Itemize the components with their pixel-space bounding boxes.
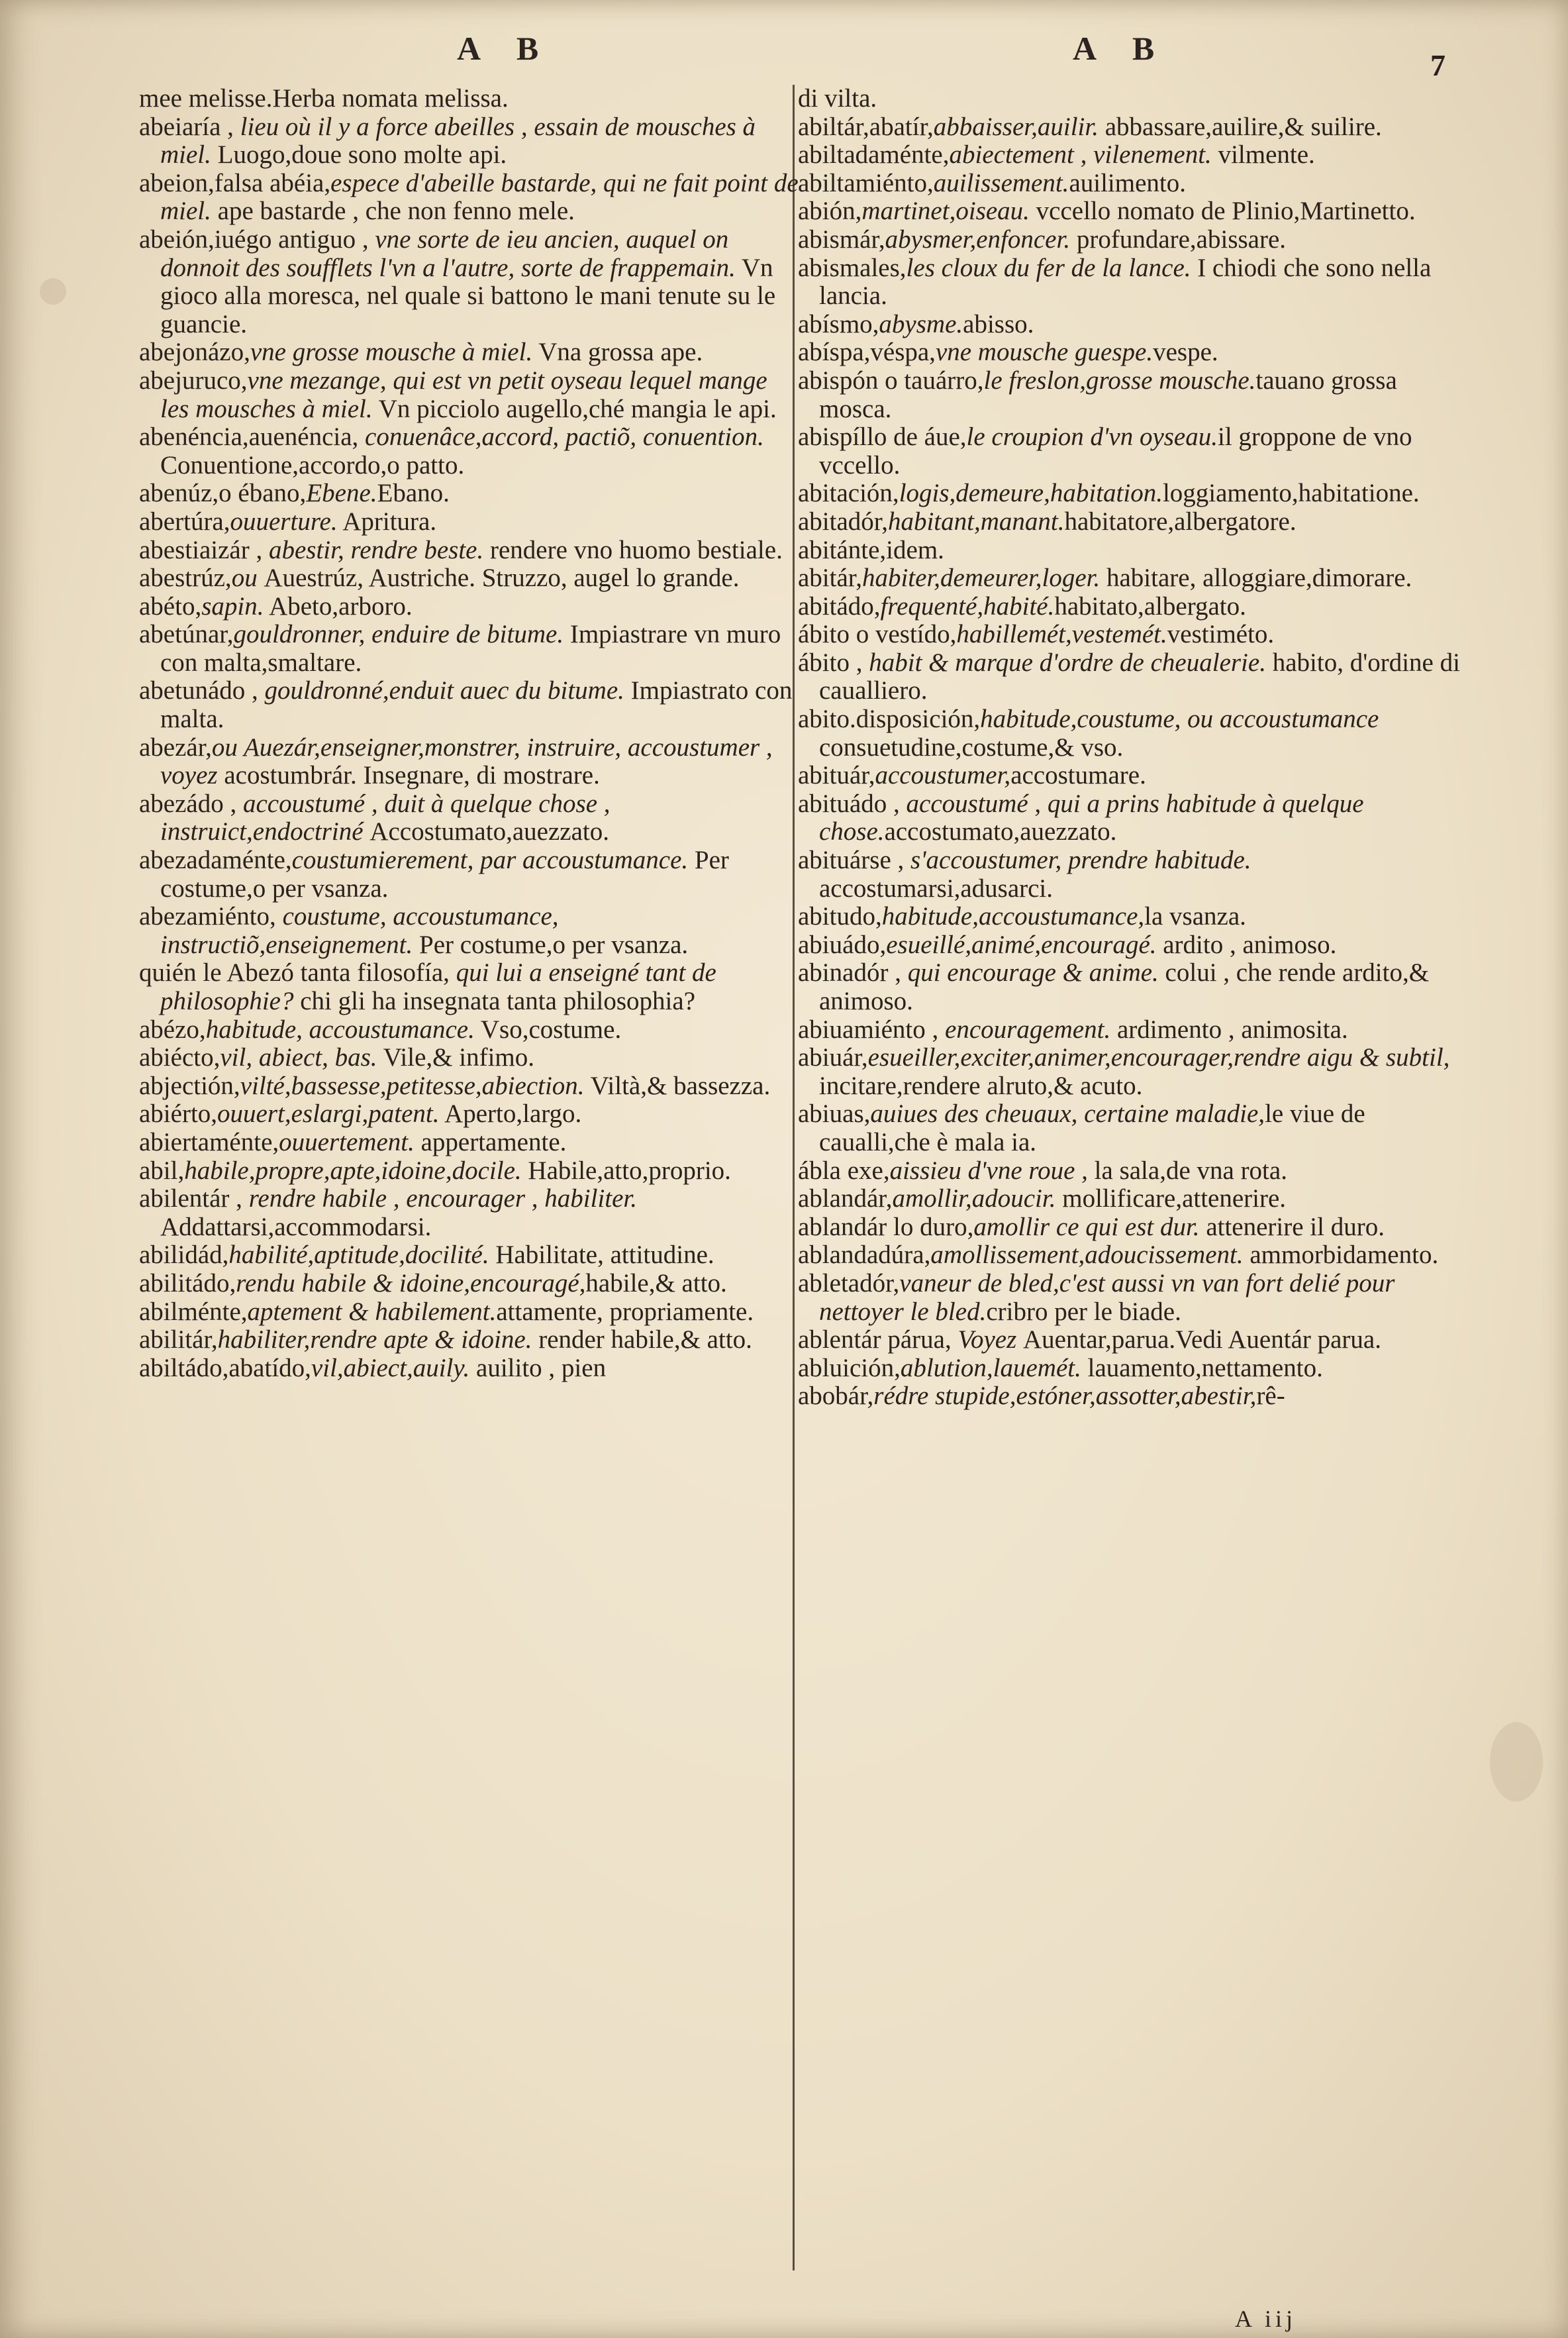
entry-italian-gloss: ammorbidamento.: [1243, 1241, 1439, 1270]
entry-italian-gloss: mollificare,attenerire.: [1055, 1184, 1287, 1213]
entry-french-gloss: vilté,bassesse,petitesse,abiection.: [240, 1071, 585, 1100]
entry-headword: abilentár ,: [139, 1184, 249, 1213]
entry-italian-gloss: colui , che rende ardito,& animoso.: [819, 958, 1430, 1015]
dictionary-entry: [139, 1129, 801, 1157]
entry-italian-gloss: la vsanza.: [1144, 902, 1246, 931]
dictionary-entry: [139, 564, 801, 593]
entry-headword: abituárse ,: [798, 846, 911, 875]
entry-headword: abiltádo,abatído,: [139, 1353, 311, 1382]
entry-french-gloss: conuenâce,accord, pactiõ, conuention.: [365, 423, 764, 452]
dictionary-entry: [139, 226, 801, 338]
entry-headword: abjectión,: [139, 1071, 240, 1100]
dictionary-entry: [798, 903, 1460, 931]
entry-headword: abíspa,véspa,: [798, 338, 936, 367]
entry-headword: abestrúz,: [139, 564, 232, 593]
entry-headword: abejonázo,: [139, 338, 250, 367]
entry-headword: abestiaizár ,: [139, 535, 269, 564]
entry-italian-gloss: habitare, alloggiare,dimorare.: [1100, 564, 1412, 593]
entry-italian-gloss: vilmente.: [1211, 140, 1315, 170]
left-column: [139, 85, 801, 1382]
dictionary-entry: [139, 1157, 801, 1186]
dictionary-entry: [798, 1382, 1460, 1411]
dictionary-entry: [139, 593, 801, 621]
entry-french-gloss: rendu habile & idoine,encouragé,: [236, 1268, 586, 1297]
dictionary-entry: [798, 338, 1460, 367]
entry-headword: abilitádo,: [139, 1268, 236, 1297]
entry-headword: abetúnar,: [139, 620, 234, 649]
dictionary-entry: [139, 790, 801, 846]
entry-french-gloss: ou Auezár,enseigner,monstrer, instruire, accoustumer , voyez: [160, 733, 773, 790]
dictionary-entry: [798, 649, 1460, 705]
dictionary-entry: [139, 113, 801, 170]
dictionary-entry: [798, 1100, 1460, 1156]
entry-french-gloss: habilité,aptitude,docilité.: [228, 1241, 489, 1270]
entry-italian-gloss: Vna grossa ape.: [532, 338, 703, 367]
entry-french-gloss: abestir, rendre beste.: [268, 535, 484, 564]
entry-italian-gloss: accostumato,auezzato.: [884, 817, 1117, 846]
entry-italian-gloss: accostumare.: [1010, 761, 1146, 790]
entry-headword: abertúra,: [139, 507, 230, 536]
dictionary-entry: [798, 1185, 1460, 1213]
entry-french-gloss: habiliter,rendre apte & idoine.: [217, 1325, 532, 1354]
entry-headword: abenúz,o ébano,: [139, 479, 307, 508]
right-column: [798, 85, 1460, 1411]
entry-headword: abilitár,: [139, 1325, 218, 1354]
entry-italian-gloss: abbassare,auilire,& suilire.: [1099, 112, 1382, 141]
entry-italian-gloss: il groppone de vno vccello.: [819, 423, 1412, 480]
dictionary-entry: [798, 311, 1460, 339]
dictionary-entry: [798, 113, 1460, 142]
entry-italian-gloss: Luogo,doue sono molte api.: [211, 140, 507, 170]
entry-headword: abenéncia,auenéncia,: [139, 423, 366, 452]
entry-french-gloss: amollir,adoucir.: [892, 1184, 1056, 1213]
entry-headword: abiltadaménte,: [798, 140, 950, 170]
dictionary-entry: [798, 1016, 1460, 1044]
entry-italian-gloss: attenerire il duro.: [1199, 1212, 1385, 1241]
dictionary-entry: [139, 423, 801, 480]
entry-italian-gloss: Auestrúz, Austriche. Struzzo, augel lo grande.: [264, 564, 740, 593]
entry-headword: ablentár párua,: [798, 1325, 958, 1354]
entry-french-gloss: amollissement,adoucissement.: [930, 1241, 1244, 1270]
entry-french-gloss: habitude,coustume, ou accoustumance: [980, 705, 1379, 734]
entry-headword: abión,: [798, 197, 862, 226]
entry-french-gloss: ouuert,eslargi,patent.: [217, 1099, 440, 1129]
entry-italian-gloss: Viltà,& bassezza.: [584, 1071, 771, 1100]
entry-headword: abiérto,: [139, 1099, 218, 1129]
page-number: 7: [1430, 48, 1446, 82]
dictionary-entry: [798, 705, 1460, 762]
entry-french-gloss: qui lui a enseigné tant de philosophie?: [160, 958, 716, 1015]
dictionary-entry: [139, 1016, 801, 1044]
entry-headword: quién le Abezó tanta filosofía,: [139, 958, 456, 988]
entry-italian-gloss: Vso,costume.: [474, 1015, 622, 1044]
entry-headword: ábla exe,: [798, 1156, 890, 1185]
entry-french-gloss: accoustumé , duit à quelque chose , instruict,endoctriné: [160, 789, 611, 846]
entry-french-gloss: encouragement.: [945, 1015, 1111, 1044]
dictionary-entry: [798, 226, 1460, 254]
entry-italian-gloss: habile,& atto.: [585, 1268, 727, 1297]
entry-french-gloss: abysme.: [879, 309, 963, 338]
entry-italian-gloss: Accostumato,auezzato.: [369, 817, 609, 846]
entry-french-gloss: auiues des cheuaux, certaine maladie,: [870, 1099, 1265, 1129]
entry-french-gloss: esueillé,animé,encouragé.: [886, 930, 1157, 959]
entry-french-gloss: le croupion d'vn oyseau.: [966, 423, 1218, 452]
dictionary-entry: [139, 85, 801, 113]
entry-headword: abitudo,: [798, 902, 882, 931]
entry-french-gloss: amollir ce qui est dur.: [973, 1212, 1200, 1241]
dictionary-entry: [139, 480, 801, 508]
entry-headword: abejuruco,: [139, 366, 248, 395]
entry-italian-gloss: tauano grossa mosca.: [819, 366, 1397, 423]
entry-french-gloss: abysmer,enfoncer.: [885, 225, 1071, 254]
entry-headword: abéto,: [139, 591, 202, 621]
entry-french-gloss: habitant,manant.: [887, 507, 1065, 536]
entry-headword: abeión,iuégo antiguo ,: [139, 225, 375, 254]
entry-french-gloss: gouldronner, enduire de bitume.: [233, 620, 564, 649]
dictionary-entry: [798, 480, 1460, 508]
entry-italian-gloss: Impiastrato con malta.: [160, 676, 793, 734]
entry-french-gloss: habitude,accoustumance,: [881, 902, 1145, 931]
entry-french-gloss: ou: [231, 564, 264, 593]
entry-french-gloss: rédre stupide,estóner,assotter,abestir,: [873, 1382, 1257, 1411]
entry-headword: abiuádo,: [798, 930, 887, 959]
entry-italian-gloss: consuetudine,costume,& vso.: [819, 733, 1124, 762]
entry-french-gloss: les cloux du fer de la lance.: [906, 253, 1191, 282]
dictionary-entry: [139, 1185, 801, 1241]
dictionary-entry: [798, 959, 1460, 1015]
entry-french-gloss: coustume, accoustumance, instructiõ,enseignement.: [160, 902, 559, 959]
entry-french-gloss: ablution,lauemét.: [900, 1353, 1081, 1382]
entry-italian-gloss: appertamente.: [414, 1127, 567, 1156]
signature-mark: A iij: [1235, 2306, 1297, 2332]
entry-headword: abilidád,: [139, 1241, 229, 1270]
entry-french-gloss: aissieu d'vne roue ,: [889, 1156, 1088, 1185]
dictionary-entry: [139, 1270, 801, 1298]
entry-french-gloss: accoustumé , qui a prins habitude à quelque chose.: [819, 789, 1364, 846]
entry-italian-gloss: cribro per le biade.: [986, 1297, 1181, 1326]
entry-italian-gloss: I chiodi che sono nella lancia.: [819, 253, 1432, 311]
entry-italian-gloss: Aperto,largo.: [439, 1099, 582, 1129]
entry-french-gloss: Ebene.: [306, 479, 377, 508]
entry-headword: abituár,: [798, 761, 875, 790]
entry-headword: abilménte,: [139, 1297, 248, 1326]
entry-italian-gloss: vestiméto.: [1167, 620, 1275, 649]
entry-headword: abiertaménte,: [139, 1127, 279, 1156]
dictionary-entry: [139, 734, 801, 790]
entry-italian-gloss: habito, d'ordine di caualliero.: [819, 648, 1460, 705]
entry-headword: abil,: [139, 1156, 185, 1185]
entry-headword: abezádo ,: [139, 789, 243, 818]
dictionary-entry: [139, 367, 801, 423]
entry-italian-gloss: le viue de caualli,che è mala ia.: [819, 1099, 1365, 1156]
entry-italian-gloss: habitatore,albergatore.: [1064, 507, 1297, 536]
entry-headword: abiuas,: [798, 1099, 871, 1129]
dictionary-entry: [139, 1100, 801, 1129]
entry-french-gloss: vne grosse mousche à miel.: [250, 338, 533, 367]
entry-italian-gloss: Vile,& infimo.: [377, 1043, 534, 1072]
entry-french-gloss: habile,propre,apte,idoine,docile.: [184, 1156, 522, 1185]
entry-italian-gloss: la sala,de vna rota.: [1087, 1156, 1287, 1185]
entry-italian-gloss: Per costume,o per vsanza.: [160, 846, 729, 903]
entry-italian-gloss: incitare,rendere alruto,& acuto.: [819, 1071, 1143, 1100]
dictionary-entry: [798, 931, 1460, 960]
entry-italian-gloss: attamente, propriamente.: [496, 1297, 754, 1326]
dictionary-entry: [798, 254, 1460, 311]
dictionary-entry: [139, 621, 801, 677]
entry-headword: abitár,: [798, 564, 862, 593]
entry-italian-gloss: auilito , pien: [469, 1353, 607, 1382]
dictionary-entry: [798, 1354, 1460, 1383]
entry-french-gloss: vil,abiect,auily.: [311, 1353, 470, 1382]
dictionary-entry: [798, 846, 1460, 903]
entry-french-gloss: qui encourage & anime.: [907, 958, 1159, 988]
entry-italian-gloss: Vn gioco alla moresca, nel quale si battono le mani tenute su le guancie.: [160, 253, 776, 338]
dictionary-entry: [798, 1157, 1460, 1186]
entry-headword: abitadór,: [798, 507, 888, 536]
dictionary-entry: [139, 846, 801, 903]
dictionary-entry: [798, 170, 1460, 198]
entry-french-gloss: habillemét,vestemét.: [956, 620, 1167, 649]
dictionary-entry: [139, 338, 801, 367]
entry-french-gloss: rendre habile , encourager , habiliter.: [248, 1184, 638, 1213]
entry-french-gloss: frequenté,habité.: [880, 591, 1055, 621]
entry-italian-gloss: ape bastarde , che non fenno mele.: [211, 197, 575, 226]
entry-italian-gloss: Apritura.: [337, 507, 437, 536]
entry-french-gloss: vne sorte de ieu ancien, auquel on donnoit des soufflets l'vn a l'autre, sorte de frappemain.: [160, 225, 736, 282]
dictionary-entry: [139, 1241, 801, 1270]
entry-headword: ábito o vestído,: [798, 620, 957, 649]
entry-headword: abezadaménte,: [139, 846, 292, 875]
entry-headword: abismales,: [798, 253, 906, 282]
entry-italian-gloss: rê-: [1256, 1382, 1285, 1411]
entry-french-gloss: ouuerture.: [230, 507, 338, 536]
entry-headword: abetunádo ,: [139, 676, 265, 705]
entry-italian-gloss: Habile,atto,proprio.: [521, 1156, 731, 1185]
entry-french-gloss: accoustumer,: [875, 761, 1011, 790]
entry-french-gloss: gouldronné,enduit auec du bitume.: [264, 676, 624, 705]
entry-french-gloss: habitude, accoustumance.: [205, 1015, 475, 1044]
running-head-left: A B: [457, 30, 554, 67]
running-head-right: A B: [1073, 30, 1169, 67]
dictionary-entry: [798, 1270, 1460, 1326]
entry-headword: ablandár,: [798, 1184, 893, 1213]
entry-headword: abeiaría ,: [139, 112, 240, 141]
dictionary-entry: [139, 170, 801, 226]
entry-headword: ablandadúra,: [798, 1241, 931, 1270]
entry-headword: abito.disposición,: [798, 705, 981, 734]
entry-headword: abezár,: [139, 733, 212, 762]
entry-italian-gloss: Per costume,o per vsanza.: [413, 930, 689, 959]
dictionary-entry: [139, 959, 801, 1015]
entry-italian-gloss: profundare,abissare.: [1070, 225, 1287, 254]
entry-headword: abispíllo de áue,: [798, 423, 967, 452]
entry-italian-gloss: Impiastrare vn muro con malta,smaltare.: [160, 620, 781, 677]
dictionary-entry: [139, 677, 801, 733]
entry-headword: abinadór ,: [798, 958, 908, 988]
entry-headword: abispón o tauárro,: [798, 366, 984, 395]
entry-italian-gloss: Herba nomata melissa.: [272, 84, 509, 113]
entry-italian-gloss: acostumbrár. Insegnare, di mostrare.: [224, 761, 600, 790]
entry-italian-gloss: render habile,& atto.: [532, 1325, 752, 1354]
paper-stain: [1490, 1722, 1543, 1802]
entry-headword: abitádo,: [798, 591, 881, 621]
entry-italian-gloss: vccello nomato de Plinio,Martinetto.: [1029, 197, 1416, 226]
entry-italian-gloss: Auentar,parua.Vedi Auentár parua.: [1023, 1325, 1381, 1354]
dictionary-entry: [798, 1213, 1460, 1242]
entry-headword: abituádo ,: [798, 789, 906, 818]
entry-headword: abitánte,idem.: [798, 535, 944, 564]
entry-italian-gloss: Ebano.: [377, 479, 450, 508]
dictionary-entry: [798, 85, 1460, 113]
entry-french-gloss: auilissement.: [933, 168, 1069, 197]
entry-italian-gloss: abisso.: [963, 309, 1034, 338]
dictionary-entry: [798, 536, 1460, 565]
entry-italian-gloss: di vilta.: [798, 84, 877, 113]
entry-italian-gloss: habitato,albergato.: [1054, 591, 1246, 621]
dictionary-entry: [798, 564, 1460, 593]
entry-headword: ábito ,: [798, 648, 869, 677]
entry-headword: abísmo,: [798, 309, 879, 338]
entry-french-gloss: martinet,oiseau.: [861, 197, 1030, 226]
entry-headword: mee melisse.: [139, 84, 273, 113]
entry-headword: abitación,: [798, 479, 899, 508]
dictionary-entry: [798, 762, 1460, 790]
entry-french-gloss: aptement & habilement.: [247, 1297, 497, 1326]
entry-italian-gloss: Conuentione,accordo,o patto.: [160, 450, 465, 480]
entry-french-gloss: vne mousche guespe.: [935, 338, 1153, 367]
entry-french-gloss: sapin.: [201, 591, 264, 621]
dictionary-entry: [798, 1044, 1460, 1100]
entry-french-gloss: habiter,demeurer,loger.: [861, 564, 1101, 593]
entry-italian-gloss: ardimento , animosita.: [1110, 1015, 1348, 1044]
dictionary-entry: [798, 790, 1460, 846]
dictionary-entry: [798, 593, 1460, 621]
dictionary-entry: [798, 367, 1460, 423]
dictionary-entry: [139, 508, 801, 536]
entry-italian-gloss: vespe.: [1153, 338, 1218, 367]
dictionary-entry: [798, 1241, 1460, 1270]
dictionary-entry: [798, 423, 1460, 480]
entry-italian-gloss: loggiamento,habitatione.: [1162, 479, 1420, 508]
entry-french-gloss: habit & marque d'ordre de cheualerie.: [869, 648, 1266, 677]
entry-italian-gloss: ardito , animoso.: [1156, 930, 1337, 959]
entry-italian-gloss: auilimento.: [1069, 168, 1186, 197]
entry-french-gloss: vne mezange, qui est vn petit oyseau lequel mange les mousches à miel.: [160, 366, 767, 423]
entry-french-gloss: esueiller,exciter,animer,encourager,rendre aigu & subtil,: [867, 1043, 1450, 1072]
dictionary-entry: [798, 1326, 1460, 1354]
dictionary-entry: [139, 1326, 801, 1354]
entry-french-gloss: lieu où il y a force abeilles , essain de mousches à miel.: [160, 112, 756, 170]
entry-french-gloss: vil, abiect, bas.: [220, 1043, 377, 1072]
entry-italian-gloss: Habilitate, attitudine.: [489, 1241, 714, 1270]
entry-headword: abismár,: [798, 225, 885, 254]
entry-french-gloss: logis,demeure,habitation.: [899, 479, 1163, 508]
dictionary-entry: [139, 536, 801, 565]
entry-headword: ablandár lo duro,: [798, 1212, 974, 1241]
entry-french-gloss: espece d'abeille bastarde, qui ne fait point de miel.: [160, 168, 799, 226]
entry-headword: abluición,: [798, 1353, 901, 1382]
entry-italian-gloss: accostumarsi,adusarci.: [819, 874, 1054, 903]
entry-italian-gloss: Abeto,arboro.: [264, 591, 413, 621]
entry-headword: abobár,: [798, 1382, 874, 1411]
dictionary-entry: [798, 141, 1460, 170]
dictionary-entry: [798, 621, 1460, 649]
entry-headword: abiuár,: [798, 1043, 868, 1072]
dictionary-entry: [139, 903, 801, 959]
entry-headword: abiuamiénto ,: [798, 1015, 946, 1044]
entry-italian-gloss: chi gli ha insegnata tanta philosophia?: [293, 987, 695, 1015]
entry-headword: abiltár,abatír,: [798, 112, 934, 141]
entry-italian-gloss: lauamento,nettamento.: [1081, 1353, 1323, 1382]
dictionary-entry: [139, 1354, 801, 1383]
entry-headword: abletadór,: [798, 1268, 900, 1297]
entry-french-gloss: abiectement , vilenement.: [949, 140, 1212, 170]
dictionary-entry: [139, 1072, 801, 1101]
entry-headword: abiltamiénto,: [798, 168, 934, 197]
dictionary-entry: [139, 1298, 801, 1327]
entry-headword: abeion,falsa abéia,: [139, 168, 331, 197]
dictionary-entry: [139, 1044, 801, 1072]
entry-french-gloss: vaneur de bled,c'est aussi vn van fort delié pour nettoyer le bled.: [819, 1268, 1395, 1326]
entry-french-gloss: coustumierement, par accoustumance.: [291, 846, 689, 875]
entry-headword: abezamiénto,: [139, 902, 283, 931]
entry-french-gloss: le freslon,grosse mousche.: [983, 366, 1256, 395]
entry-headword: abézo,: [139, 1015, 206, 1044]
entry-italian-gloss: Addattarsi,accommodarsi.: [160, 1212, 432, 1241]
entry-french-gloss: s'accoustumer, prendre habitude.: [910, 846, 1251, 875]
entry-french-gloss: ouuertement.: [279, 1127, 415, 1156]
entry-italian-gloss: Vn picciolo augello,ché mangia le api.: [372, 394, 777, 423]
entry-french-gloss: abbaisser,auilir.: [933, 112, 1099, 141]
dictionary-entry: [798, 197, 1460, 226]
entry-french-gloss: Voyez: [957, 1325, 1024, 1354]
entry-italian-gloss: rendere vno huomo bestiale.: [483, 535, 783, 564]
entry-headword: abiécto,: [139, 1043, 220, 1072]
paper-stain: [40, 278, 66, 305]
dictionary-entry: [798, 508, 1460, 536]
